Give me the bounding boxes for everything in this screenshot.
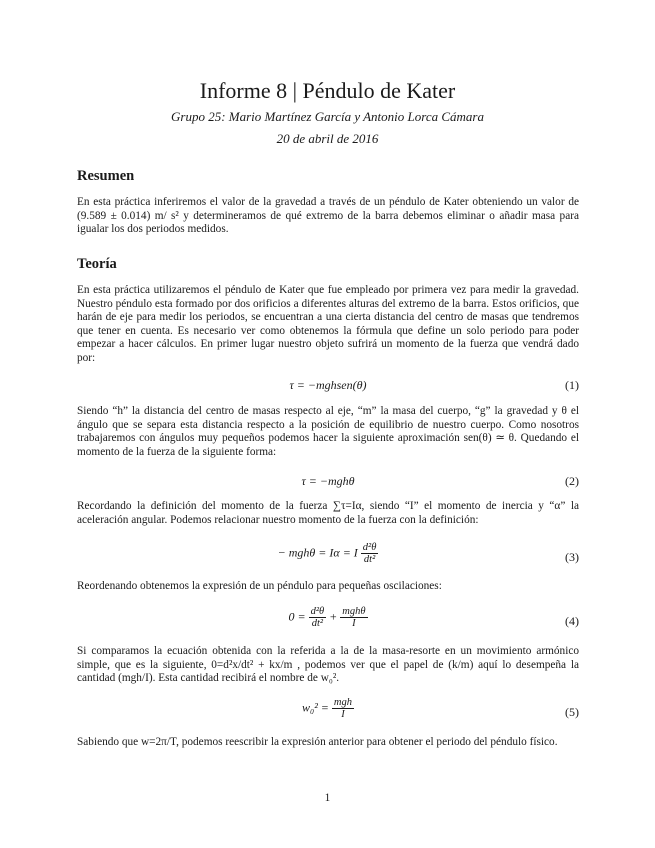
page-number: 1 [324,792,331,804]
equation-4-fraction-1 [309,606,327,629]
equation-5-lhs: w₀² = [302,700,329,715]
equation-3-denominator: dt² [363,554,376,565]
section-heading-teoria: Teoría [77,256,117,272]
equation-2-expression: τ = −mghθ [301,474,355,488]
equation-2-number: (2) [565,474,579,488]
equation-4-number: (4) [565,614,579,628]
equation-3-expression [77,542,579,565]
equation-5 [77,697,579,727]
teoria-paragraph-5: Si comparamos la ecuación obtenida con la referida a la de la masa-resorte en un movimiento armónico simple, que es la siguiente, 0=d²x/dt² + kx/m , podemos ver que el papel de (k/m) aquí lo desempeña la cantidad (mgh/I). Esta cantidad recibirá el nombre de w₀². [77,645,579,685]
equation-5-expression [77,697,579,720]
equation-4-plus: + [329,609,338,624]
resumen-paragraph: En esta práctica inferiremos el valor de la gravedad a través de un péndulo de Kater obteniendo un valor de (9.589 ± 0.014) m/ s² y determineramos de qué extremo de la barra debemos eliminar o añadir masa para igualar los dos periodos medidos. [77,196,579,236]
equation-4-numerator-2: mghθ [342,606,366,617]
teoria-paragraph-6: Sabiendo que w=2π/T, podemos reescribir la expresión anterior para obtener el periodo del péndulo físico. [77,736,558,748]
equation-4-lhs: 0 = [288,609,306,624]
paper-title: Informe 8 | Péndulo de Kater [199,78,456,103]
paper-date: 20 de abril de 2016 [276,131,379,146]
teoria-paragraph-2: Siendo “h” la distancia del centro de masas respecto al eje, “m” la masa del cuerpo, “g” la gravedad y θ el ángulo que se separa esta distancia respecto a la posición de equilibrio de nuestro cuerpo. Como nosotros trabajaremos con ángulos muy pequeños podemos hacer la siguiente aproximación sen(θ) ≃ θ. Quedando el momento de la fuerza de la siguiente forma: [77,405,579,458]
equation-4-fraction-2 [340,606,367,629]
equation-3-numerator: d²θ [362,542,377,553]
teoria-paragraph-4: Reordenando obtenemos la expresión de un péndulo para pequeñas oscilaciones: [77,580,442,592]
equation-3 [77,542,579,572]
equation-4-denominator-2: I [352,618,356,629]
teoria-paragraph-1: En esta práctica utilizaremos el péndulo de Kater que fue empleado por primera vez para medir la gravedad. Nuestro péndulo esta formado por dos orificios a diferentes alturas del extremo de la barra. Estos orificios, que harán de eje para medir los periodos, se encuentran a una cierta distancia del centro de masas que tendremos que tener en cuenta. Es necesario ver como obtenemos la fórmula que define un solo periodo para poder empezar a hacer cálculos. En primer lugar nuestro objeto sufrirá un momento de la fuerza que vendrá dado por: [77,284,579,364]
equation-3-number: (3) [565,550,579,564]
equation-4-expression [77,606,579,629]
equation-4 [77,606,579,636]
equation-3-lhs: − mghθ = Iα = I [277,545,358,560]
equation-4-numerator-1: d²θ [310,606,325,617]
equation-2 [77,474,579,490]
equation-1-number: (1) [565,378,579,392]
equation-3-fraction [361,542,379,565]
equation-5-denominator: I [341,709,345,720]
equation-1-expression: τ = −mghsen(θ) [289,378,367,392]
teoria-paragraph-3: Recordando la definición del momento de la fuerza ∑τ=Iα, siendo “I” el momento de inercia y “α” la aceleración angular. Podemos relacionar nuestro momento de la fuerza con la definición: [77,500,579,526]
equation-5-number: (5) [565,705,579,719]
equation-5-fraction [332,697,354,720]
equation-4-denominator-1: dt² [311,618,324,629]
paper-authors: Grupo 25: Mario Martínez García y Antonio Lorca Cámara [171,109,484,124]
section-heading-resumen: Resumen [77,168,135,184]
equation-5-numerator: mgh [333,697,352,708]
equation-1 [77,378,579,394]
